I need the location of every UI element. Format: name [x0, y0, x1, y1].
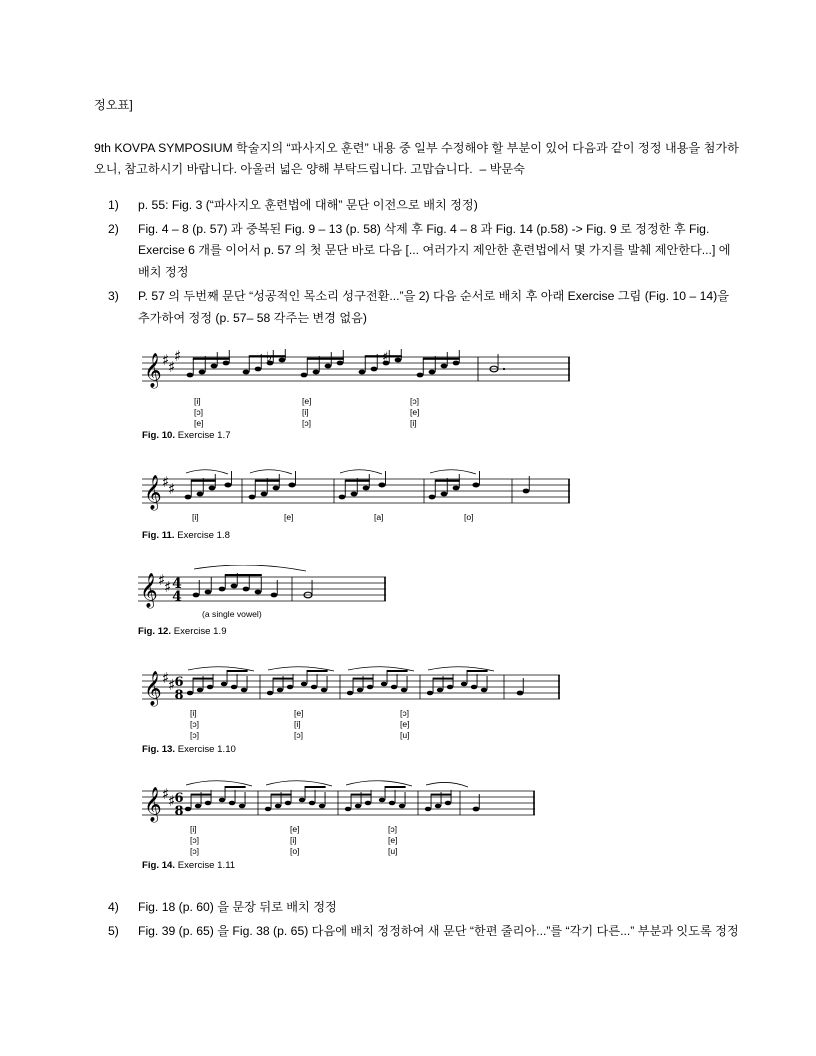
vowel-label: [i] — [192, 512, 199, 523]
document-body — [94, 96, 744, 945]
figure-caption-13 — [142, 744, 744, 755]
vowel-labels-13 — [142, 708, 744, 742]
svg-text:♯: ♯ — [164, 578, 172, 597]
figure-caption-text: Exercise 1.7 — [177, 430, 231, 442]
vowel-labels-10 — [142, 396, 744, 430]
list-item-text: Fig. 39 (p. 65) 을 Fig. 38 (p. 65) 다음에 배치 정정하여 새 문단 “한편 줄리아...”를 “각기 다른...” 부분과 잇도록 정정 — [138, 923, 739, 938]
figure-caption-text: Exercise 1.8 — [177, 530, 230, 542]
vowel-label: [e] — [302, 396, 312, 407]
list-item-number: 5) — [108, 923, 119, 938]
vowel-labels-12 — [138, 609, 744, 623]
list-item — [94, 921, 744, 943]
correction-list-top — [94, 195, 744, 329]
svg-text:♯: ♯ — [168, 792, 176, 811]
vowel-label: [a] — [374, 512, 384, 523]
key-signature-sharps — [162, 785, 175, 810]
figure-caption-text: Exercise 1.11 — [177, 860, 236, 872]
svg-text:8: 8 — [174, 688, 184, 704]
signature: – 박문숙 — [479, 162, 525, 177]
vowel-label: [u] — [388, 846, 398, 857]
figure-caption-label: Fig. 11. — [142, 530, 175, 542]
list-item-number: 1) — [108, 197, 119, 212]
treble-clef-icon: 𝄞 — [144, 475, 162, 511]
vowel-label: [ɔ] — [400, 708, 410, 719]
intro-text: 9th KOVPA SYMPOSIUM 학술지의 “파사지오 훈련” 내용 중 일부 수정해야 할 부분이 있어 다음과 같이 정정 내용을 첨가하오니, 참고하시기 바랍니다. 아울러 넓은 양해 부탁드립니다. 고맙습니다. — [94, 140, 739, 177]
treble-clef-icon: 𝄞 — [144, 671, 162, 707]
time-signature — [172, 576, 182, 605]
figure-caption-text: Exercise 1.10 — [177, 744, 236, 756]
list-item — [94, 897, 744, 919]
vowel-labels-14 — [142, 824, 744, 858]
list-item-text: Fig. 4 – 8 (p. 57) 과 중복된 Fig. 9 – 13 (p. 58) 삭제 후 Fig. 4 – 8 과 Fig. 14 (p.58) -> Fig. 9 로 정정한 후 Fig. Exercise 6 개를 이어서 p. 57 의 첫 문단 바로 다음 [... 여러가지 제안한 훈련법에서 몇 가지를 발췌 제안한다...] 에 배치 정정 — [138, 221, 731, 280]
list-item-number: 4) — [108, 900, 119, 915]
vowel-labels-11 — [142, 512, 744, 526]
vowel-label: [e] — [410, 407, 420, 418]
vowel-label: [ɔ] — [194, 407, 204, 418]
vowel-label: [e] — [400, 719, 410, 730]
vowel-label: [ɔ] — [190, 846, 200, 857]
svg-text:♯: ♯ — [168, 358, 176, 377]
list-item-number: 3) — [108, 288, 119, 303]
notation-svg-13 — [142, 663, 562, 707]
list-item — [94, 219, 744, 284]
svg-text:♯: ♯ — [158, 571, 166, 590]
key-signature-sharps — [162, 669, 175, 694]
vowel-label: [i] — [190, 824, 197, 835]
vowel-label: [e] — [294, 708, 304, 719]
figure-12 — [138, 565, 744, 637]
svg-text:♯: ♯ — [162, 473, 170, 492]
vowel-label: [ɔ] — [190, 835, 200, 846]
figure-caption-12 — [138, 626, 744, 637]
key-signature-sharps — [158, 571, 171, 596]
svg-text:♯: ♯ — [174, 349, 182, 366]
treble-clef-icon: 𝄞 — [144, 787, 162, 823]
vowel-label: [i] — [410, 418, 417, 429]
figure-caption-14 — [142, 860, 744, 871]
svg-text:4: 4 — [172, 576, 182, 593]
vowel-label: [ɔ] — [388, 824, 398, 835]
vowel-label: [i] — [190, 708, 197, 719]
key-signature-sharps — [162, 473, 175, 498]
vowel-label: [ɔ] — [302, 418, 312, 429]
list-item-text: P. 57 의 두번째 문단 “성공적인 목소리 성구전환...”을 2) 다음 순서로 배치 후 아래 Exercise 그림 (Fig. 10 – 14)을 추가하여 정정 (p. 57– 58 각주는 변경 없음) — [138, 288, 729, 325]
figure-13 — [142, 663, 744, 755]
vowel-label: [i] — [194, 396, 201, 407]
vowel-label: [i] — [294, 719, 301, 730]
svg-text:♯: ♯ — [162, 785, 170, 804]
vowel-label: [ɔ] — [190, 730, 200, 741]
svg-text:♭: ♭ — [266, 350, 273, 366]
vowel-label: [e] — [388, 835, 398, 846]
figure-caption-text: Exercise 1.9 — [173, 626, 227, 638]
music-staff-12 — [138, 565, 744, 609]
figure-10 — [142, 349, 744, 441]
vowel-label: (a single vowel) — [202, 609, 262, 620]
figure-caption-label: Fig. 13. — [142, 744, 176, 756]
svg-text:♯: ♯ — [162, 351, 170, 370]
list-item-text: Fig. 18 (p. 60) 을 문장 뒤로 배치 정정 — [138, 900, 337, 915]
list-item — [94, 286, 744, 329]
svg-text:6: 6 — [174, 675, 184, 691]
notation-svg-10 — [142, 349, 572, 395]
time-signature — [174, 675, 183, 703]
notation-svg-14 — [142, 777, 537, 823]
list-item-number: 2) — [108, 221, 119, 236]
treble-clef-icon: 𝄞 — [144, 353, 162, 389]
vowel-label: [i] — [290, 835, 297, 846]
notation-svg-11 — [142, 467, 572, 511]
svg-text:4: 4 — [172, 589, 182, 606]
vowel-label: [ɔ] — [190, 719, 200, 730]
vowel-label: [e] — [194, 418, 204, 429]
treble-clef-icon: 𝄞 — [140, 573, 158, 609]
music-staff-11 — [142, 467, 744, 511]
figure-11 — [142, 467, 744, 541]
list-item — [94, 195, 744, 217]
vowel-label: [o] — [464, 512, 474, 523]
key-signature-sharps — [162, 349, 181, 376]
svg-text:♯: ♯ — [162, 669, 170, 688]
vowel-label: [ɔ] — [410, 396, 420, 407]
figure-caption-label: Fig. 10. — [142, 430, 176, 442]
music-staff-10 — [142, 349, 744, 395]
list-item-text: p. 55: Fig. 3 (“파사지오 훈련법에 대해” 문단 이전으로 배치 정정) — [138, 197, 478, 212]
music-staff-13 — [142, 663, 744, 707]
vowel-label: [e] — [284, 512, 294, 523]
vowel-label: [ɔ] — [294, 730, 304, 741]
music-staff-14 — [142, 777, 744, 823]
vowel-label: [i] — [302, 407, 309, 418]
svg-text:8: 8 — [174, 804, 184, 820]
figure-14 — [142, 777, 744, 871]
svg-text:♯: ♯ — [382, 350, 389, 366]
figure-caption-11 — [142, 530, 744, 541]
time-signature — [174, 791, 183, 819]
svg-text:♯: ♯ — [168, 480, 176, 499]
notation-svg-12 — [138, 565, 388, 609]
vowel-label: [u] — [400, 730, 410, 741]
page-title: 정오표] — [94, 98, 133, 112]
intro-paragraph — [94, 138, 742, 181]
vowel-label: [o] — [290, 846, 300, 857]
figure-caption-label: Fig. 14. — [142, 860, 176, 872]
svg-text:♯: ♯ — [168, 676, 176, 695]
figure-caption-10 — [142, 430, 744, 441]
vowel-label: [e] — [290, 824, 300, 835]
correction-list-bottom — [94, 897, 744, 942]
svg-text:6: 6 — [174, 791, 184, 807]
figure-caption-label: Fig. 12. — [138, 626, 172, 638]
